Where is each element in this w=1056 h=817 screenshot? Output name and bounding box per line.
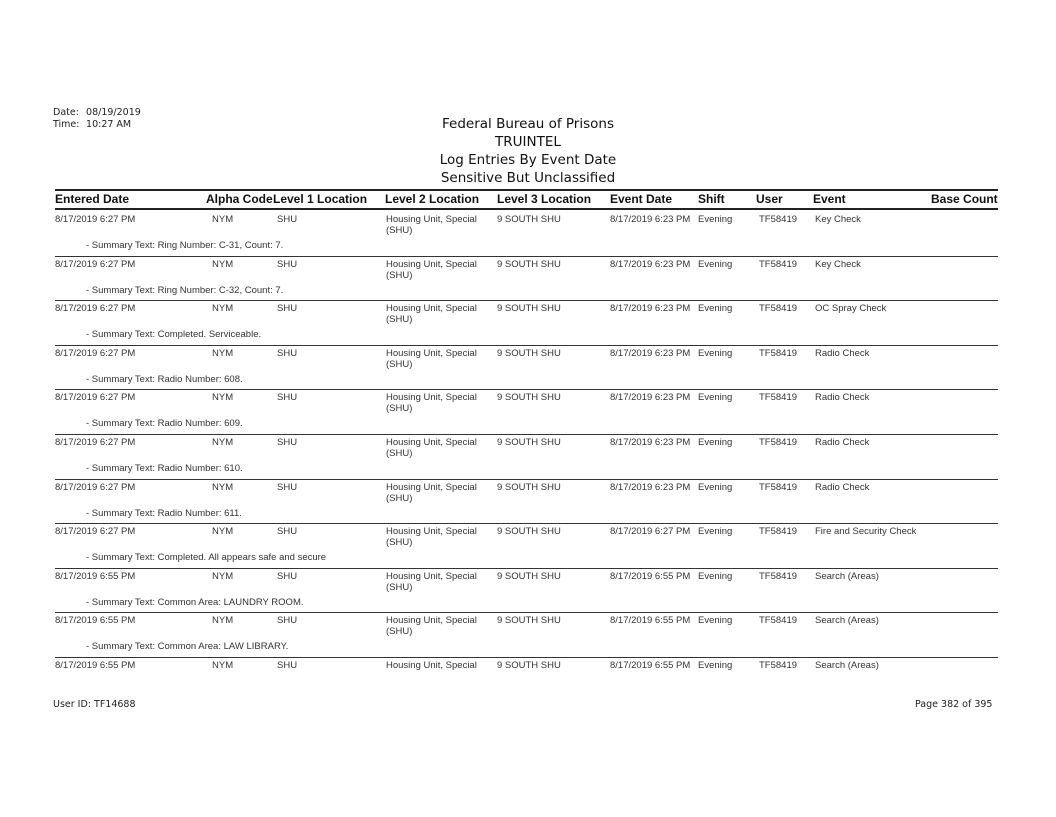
summary-text: - Summary Text: Common Area: LAUNDRY ROOM. xyxy=(86,597,304,608)
shift-cell: Evening xyxy=(698,303,733,314)
event-date-cell: 8/17/2019 6:23 PM xyxy=(610,214,691,225)
alpha-code-cell: NYM xyxy=(212,348,234,359)
user-cell: TF58419 xyxy=(759,437,798,448)
level3-cell: 9 SOUTH SHU xyxy=(497,303,561,314)
level2-cell: Housing Unit, Special xyxy=(386,482,477,493)
col-entered-date: Entered Date xyxy=(55,192,130,206)
col-level2: Level 2 Location xyxy=(385,192,480,206)
log-entry-row xyxy=(55,570,998,614)
alpha-code-cell: NYM xyxy=(212,482,234,493)
user-cell: TF58419 xyxy=(759,303,798,314)
event-date-cell: 8/17/2019 6:23 PM xyxy=(610,392,691,403)
level2-cell: Housing Unit, Special xyxy=(386,259,477,270)
log-entry-row xyxy=(55,614,998,658)
level2-cell-cont: (SHU) xyxy=(386,537,413,548)
event-date-cell: 8/17/2019 6:27 PM xyxy=(610,526,691,537)
row-divider xyxy=(55,612,998,613)
event-cell: Search (Areas) xyxy=(815,660,879,671)
log-entry-row xyxy=(55,391,998,435)
level2-cell: Housing Unit, Special xyxy=(386,526,477,537)
alpha-code-cell: NYM xyxy=(212,437,234,448)
classification-title: Sensitive But Unclassified xyxy=(440,170,616,186)
level3-cell: 9 SOUTH SHU xyxy=(497,482,561,493)
footer-page-number: Page 382 of 395 xyxy=(915,699,993,710)
level2-cell-cont: (SHU) xyxy=(386,582,413,593)
alpha-code-cell: NYM xyxy=(212,660,234,671)
log-entry-row xyxy=(55,302,998,346)
level1-cell: SHU xyxy=(277,437,298,448)
level2-cell: Housing Unit, Special xyxy=(386,571,477,582)
user-cell: TF58419 xyxy=(759,482,798,493)
summary-text: - Summary Text: Ring Number: C-32, Count: 7. xyxy=(86,285,284,296)
user-cell: TF58419 xyxy=(759,392,798,403)
level2-cell-cont: (SHU) xyxy=(386,448,413,459)
entered-date-cell: 8/17/2019 6:27 PM xyxy=(55,214,136,225)
entered-date-cell: 8/17/2019 6:27 PM xyxy=(55,392,136,403)
level2-cell: Housing Unit, Special xyxy=(386,348,477,359)
event-cell: Key Check xyxy=(815,259,861,270)
report-title-block xyxy=(0,115,1056,187)
log-entry-row xyxy=(55,481,998,525)
level1-cell: SHU xyxy=(277,615,298,626)
alpha-code-cell: NYM xyxy=(212,526,234,537)
level3-cell: 9 SOUTH SHU xyxy=(497,259,561,270)
entered-date-cell: 8/17/2019 6:27 PM xyxy=(55,303,136,314)
user-cell: TF58419 xyxy=(759,348,798,359)
level1-cell: SHU xyxy=(277,660,298,671)
summary-text: - Summary Text: Common Area: LAW LIBRARY. xyxy=(86,641,289,652)
summary-text: - Summary Text: Completed. Serviceable. xyxy=(86,329,262,340)
event-date-cell: 8/17/2019 6:55 PM xyxy=(610,615,691,626)
event-cell: Radio Check xyxy=(815,437,870,448)
user-cell: TF58419 xyxy=(759,214,798,225)
level3-cell: 9 SOUTH SHU xyxy=(497,392,561,403)
table-header xyxy=(55,190,998,208)
row-divider xyxy=(55,256,998,257)
event-date-cell: 8/17/2019 6:55 PM xyxy=(610,571,691,582)
summary-text: - Summary Text: Radio Number: 611. xyxy=(86,508,242,519)
level1-cell: SHU xyxy=(277,303,298,314)
report-title: Log Entries By Event Date xyxy=(439,152,617,168)
event-cell: Fire and Security Check xyxy=(815,526,917,537)
header-bottom-rule xyxy=(55,208,998,210)
row-divider xyxy=(55,389,998,390)
summary-text: - Summary Text: Radio Number: 608. xyxy=(86,374,243,385)
row-divider xyxy=(55,523,998,524)
time-label: Time: xyxy=(53,119,80,130)
shift-cell: Evening xyxy=(698,571,733,582)
col-alpha-code: Alpha Code xyxy=(206,192,273,206)
level2-cell-cont: (SHU) xyxy=(386,225,413,236)
event-cell: Radio Check xyxy=(815,482,870,493)
level3-cell: 9 SOUTH SHU xyxy=(497,214,561,225)
user-cell: TF58419 xyxy=(759,571,798,582)
event-cell: Key Check xyxy=(815,214,861,225)
level2-cell: Housing Unit, Special xyxy=(386,615,477,626)
col-event: Event xyxy=(813,192,846,206)
level2-cell-cont: (SHU) xyxy=(386,359,413,370)
summary-text: - Summary Text: Radio Number: 609. xyxy=(86,418,243,429)
shift-cell: Evening xyxy=(698,214,733,225)
alpha-code-cell: NYM xyxy=(212,303,234,314)
shift-cell: Evening xyxy=(698,348,733,359)
level1-cell: SHU xyxy=(277,526,298,537)
row-divider xyxy=(55,434,998,435)
level2-cell-cont: (SHU) xyxy=(386,626,413,637)
log-entry-row xyxy=(55,659,998,703)
entered-date-cell: 8/17/2019 6:27 PM xyxy=(55,437,136,448)
entered-date-cell: 8/17/2019 6:27 PM xyxy=(55,482,136,493)
log-entry-row xyxy=(55,525,998,569)
level2-cell: Housing Unit, Special xyxy=(386,437,477,448)
level2-cell: Housing Unit, Special xyxy=(386,660,477,671)
user-cell: TF58419 xyxy=(759,660,798,671)
user-cell: TF58419 xyxy=(759,526,798,537)
entered-date-cell: 8/17/2019 6:27 PM xyxy=(55,526,136,537)
level3-cell: 9 SOUTH SHU xyxy=(497,526,561,537)
col-level3: Level 3 Location xyxy=(497,192,592,206)
system-title: TRUINTEL xyxy=(495,134,561,150)
log-entry-row xyxy=(55,258,998,302)
col-base-count: Base Count xyxy=(931,192,998,206)
date-value: 08/19/2019 xyxy=(86,107,141,118)
shift-cell: Evening xyxy=(698,392,733,403)
event-date-cell: 8/17/2019 6:23 PM xyxy=(610,482,691,493)
entered-date-cell: 8/17/2019 6:27 PM xyxy=(55,348,136,359)
user-id-label: User ID: xyxy=(53,699,91,710)
event-cell: Radio Check xyxy=(815,348,870,359)
shift-cell: Evening xyxy=(698,660,733,671)
entered-date-cell: 8/17/2019 6:27 PM xyxy=(55,259,136,270)
user-cell: TF58419 xyxy=(759,615,798,626)
entered-date-cell: 8/17/2019 6:55 PM xyxy=(55,615,136,626)
event-cell: Search (Areas) xyxy=(815,615,879,626)
shift-cell: Evening xyxy=(698,259,733,270)
col-event-date: Event Date xyxy=(610,192,673,206)
shift-cell: Evening xyxy=(698,526,733,537)
level2-cell-cont: (SHU) xyxy=(386,403,413,414)
summary-text: - Summary Text: Completed. All appears safe and secure xyxy=(86,552,327,563)
level2-cell-cont: (SHU) xyxy=(386,314,413,325)
col-user: User xyxy=(756,192,783,206)
level3-cell: 9 SOUTH SHU xyxy=(497,437,561,448)
footer-user-id xyxy=(53,699,136,710)
alpha-code-cell: NYM xyxy=(212,571,234,582)
event-cell: Search (Areas) xyxy=(815,571,879,582)
event-date-cell: 8/17/2019 6:23 PM xyxy=(610,259,691,270)
col-level1: Level 1 Location xyxy=(273,192,368,206)
level3-cell: 9 SOUTH SHU xyxy=(497,615,561,626)
level1-cell: SHU xyxy=(277,214,298,225)
log-entry-row xyxy=(55,436,998,480)
level3-cell: 9 SOUTH SHU xyxy=(497,571,561,582)
col-shift: Shift xyxy=(698,192,725,206)
level3-cell: 9 SOUTH SHU xyxy=(497,348,561,359)
shift-cell: Evening xyxy=(698,482,733,493)
user-id-value: TF14688 xyxy=(94,699,136,710)
alpha-code-cell: NYM xyxy=(212,259,234,270)
row-divider xyxy=(55,300,998,301)
level2-cell: Housing Unit, Special xyxy=(386,392,477,403)
log-entry-row xyxy=(55,347,998,391)
level1-cell: SHU xyxy=(277,348,298,359)
level3-cell: 9 SOUTH SHU xyxy=(497,660,561,671)
row-divider xyxy=(55,479,998,480)
event-date-cell: 8/17/2019 6:23 PM xyxy=(610,348,691,359)
level1-cell: SHU xyxy=(277,392,298,403)
level1-cell: SHU xyxy=(277,259,298,270)
alpha-code-cell: NYM xyxy=(212,214,234,225)
event-cell: Radio Check xyxy=(815,392,870,403)
alpha-code-cell: NYM xyxy=(212,392,234,403)
alpha-code-cell: NYM xyxy=(212,615,234,626)
time-value: 10:27 AM xyxy=(86,119,132,130)
event-date-cell: 8/17/2019 6:23 PM xyxy=(610,303,691,314)
summary-text: - Summary Text: Radio Number: 610. xyxy=(86,463,243,474)
agency-title: Federal Bureau of Prisons xyxy=(442,116,614,132)
event-date-cell: 8/17/2019 6:55 PM xyxy=(610,660,691,671)
level2-cell: Housing Unit, Special xyxy=(386,214,477,225)
row-divider xyxy=(55,345,998,346)
row-divider xyxy=(55,657,998,658)
user-cell: TF58419 xyxy=(759,259,798,270)
event-cell: OC Spray Check xyxy=(815,303,887,314)
entered-date-cell: 8/17/2019 6:55 PM xyxy=(55,660,136,671)
log-entry-row xyxy=(55,213,998,257)
level2-cell-cont: (SHU) xyxy=(386,493,413,504)
date-label: Date: xyxy=(53,107,79,118)
summary-text: - Summary Text: Ring Number: C-31, Count: 7. xyxy=(86,240,284,251)
row-divider xyxy=(55,568,998,569)
event-date-cell: 8/17/2019 6:23 PM xyxy=(610,437,691,448)
shift-cell: Evening xyxy=(698,615,733,626)
entered-date-cell: 8/17/2019 6:55 PM xyxy=(55,571,136,582)
level1-cell: SHU xyxy=(277,571,298,582)
level1-cell: SHU xyxy=(277,482,298,493)
level2-cell: Housing Unit, Special xyxy=(386,303,477,314)
level2-cell-cont: (SHU) xyxy=(386,270,413,281)
shift-cell: Evening xyxy=(698,437,733,448)
